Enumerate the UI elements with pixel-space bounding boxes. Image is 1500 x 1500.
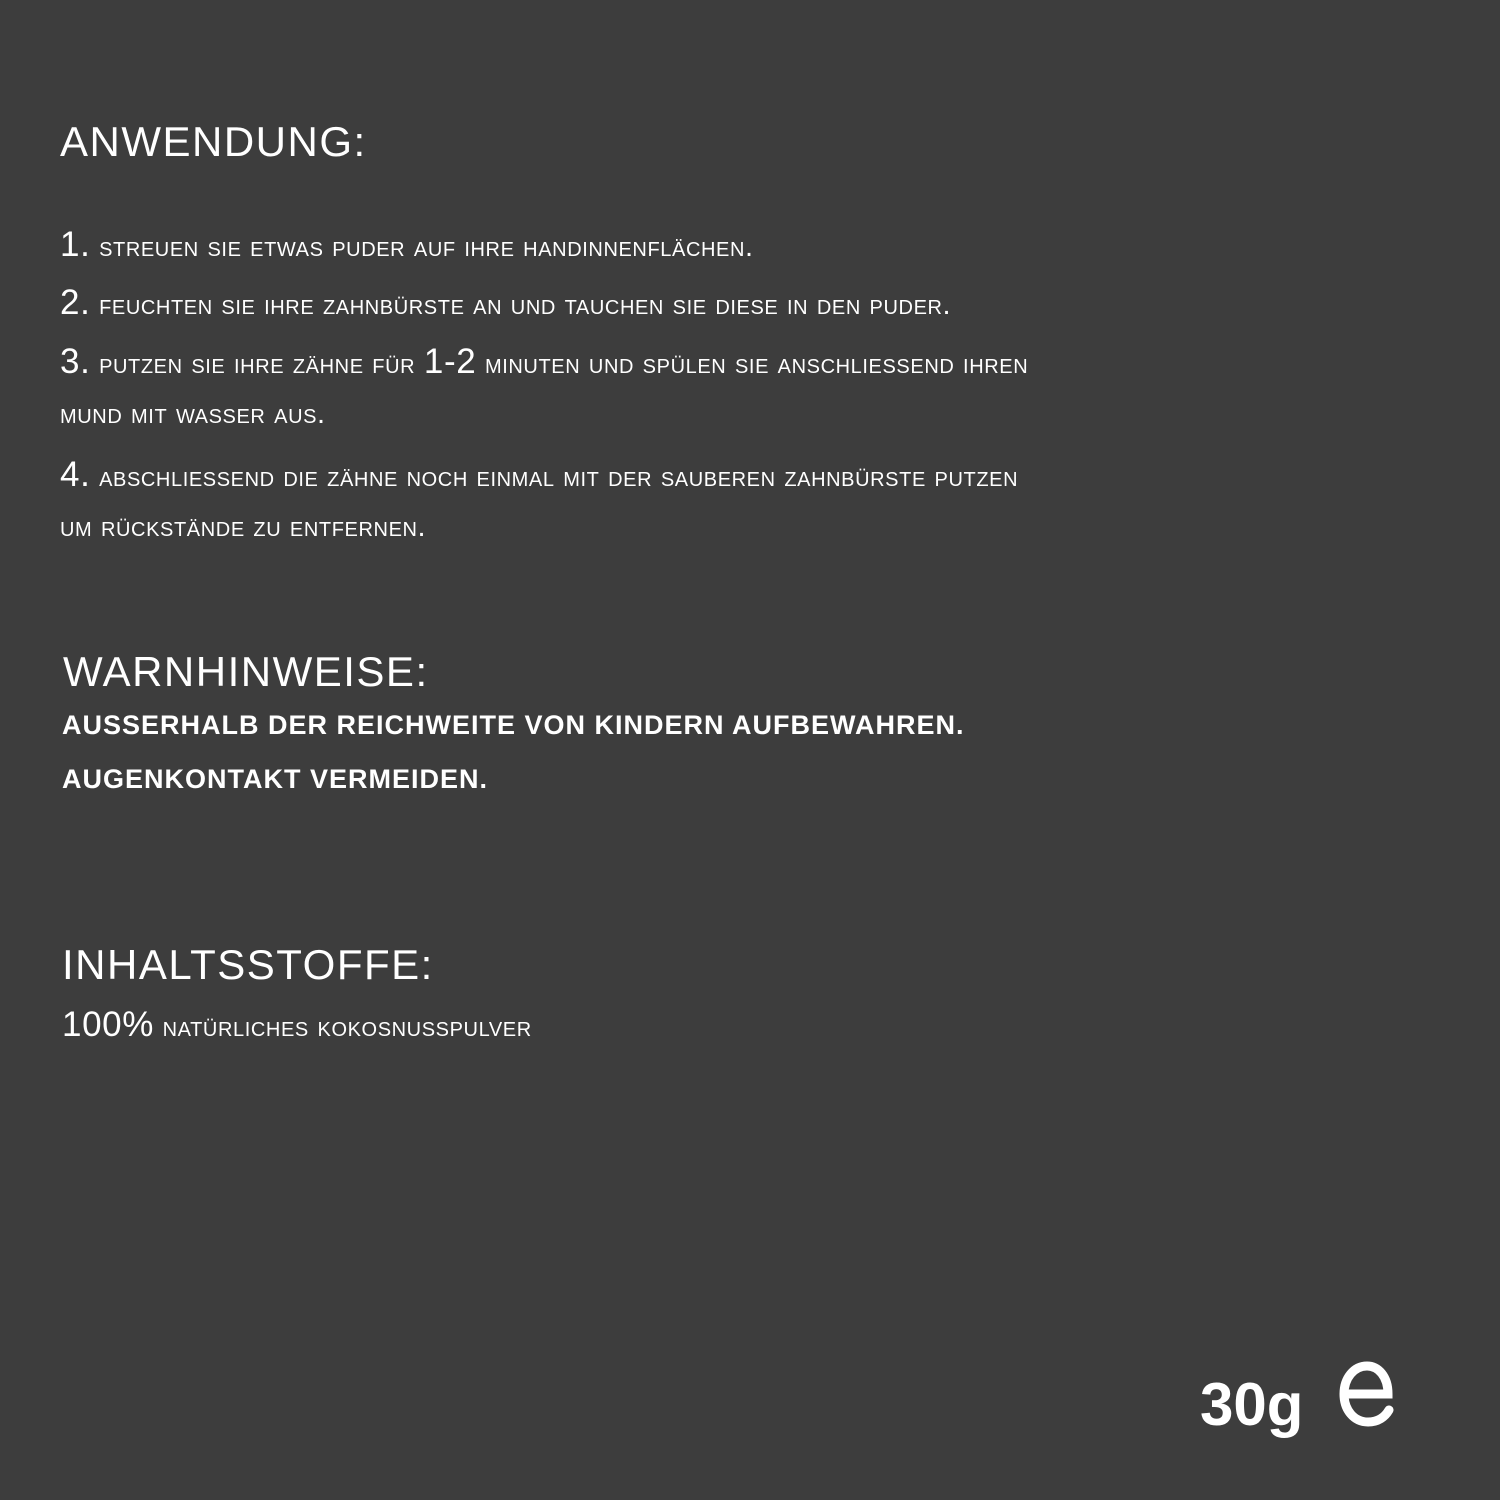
usage-step-4-continuation: um rückstände zu entfernen. bbox=[60, 511, 427, 543]
estimated-sign-icon bbox=[1338, 1352, 1396, 1436]
ingredient-line bbox=[62, 1005, 532, 1045]
ingredient-text: natürliches kokosnusspulver bbox=[162, 1011, 532, 1043]
step-text: putzen sie ihre zähne für bbox=[99, 348, 416, 380]
step-number: 1. bbox=[60, 225, 91, 264]
step-text-continued: minuten und spülen sie anschliessend ihren bbox=[484, 348, 1029, 380]
step-duration: 1-2 bbox=[423, 342, 477, 381]
usage-step-2 bbox=[60, 283, 951, 323]
warning-line: AUGENKONTAKT VERMEIDEN. bbox=[62, 764, 489, 794]
usage-step-3-continuation: mund mit wasser aus. bbox=[60, 398, 326, 430]
usage-heading: ANWENDUNG: bbox=[60, 118, 367, 165]
usage-step-3 bbox=[60, 342, 1028, 382]
ingredient-percent: 100% bbox=[62, 1005, 154, 1044]
net-weight: 30g bbox=[1200, 1371, 1304, 1438]
step-number: 4. bbox=[60, 455, 91, 494]
ingredients-heading: INHALTSSTOFFE: bbox=[62, 941, 434, 988]
warnings-heading: WARNHINWEISE: bbox=[63, 648, 429, 695]
warning-line: AUSSERHALB DER REICHWEITE VON KINDERN AUFBEWAHREN. bbox=[62, 710, 965, 740]
step-number: 3. bbox=[60, 342, 91, 381]
usage-step-1 bbox=[60, 225, 754, 265]
step-text: abschliessend die zähne noch einmal mit der sauberen zahnbürste putzen bbox=[99, 461, 1019, 493]
step-text: streuen sie etwas puder auf ihre handinnenflächen. bbox=[99, 231, 754, 263]
step-number: 2. bbox=[60, 283, 91, 322]
usage-step-4 bbox=[60, 455, 1018, 495]
step-text: feuchten sie ihre zahnbürste an und tauchen sie diese in den puder. bbox=[99, 289, 952, 321]
